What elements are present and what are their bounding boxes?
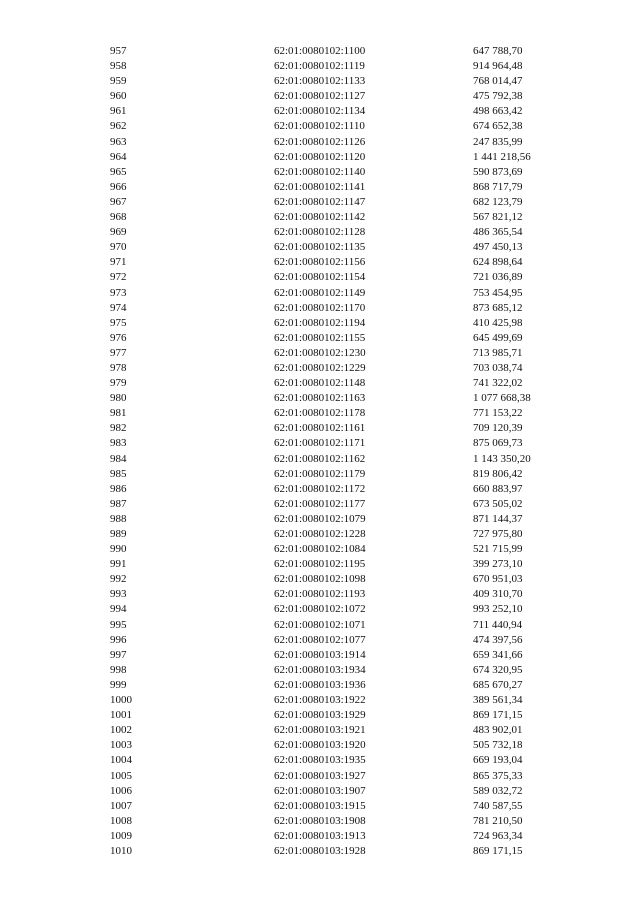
value-cell: 659 341,66 xyxy=(473,648,523,661)
table-row xyxy=(110,210,593,225)
cadastral-number-cell: 62:01:0080102:1172 xyxy=(274,482,366,495)
table-row xyxy=(110,452,593,467)
table-row xyxy=(110,44,593,59)
cadastral-number-cell: 62:01:0080103:1914 xyxy=(274,648,366,661)
table-row xyxy=(110,482,593,497)
cadastral-number-cell: 62:01:0080102:1155 xyxy=(274,331,366,344)
row-number-cell: 965 xyxy=(110,165,127,178)
table-row xyxy=(110,165,593,180)
cadastral-number-cell: 62:01:0080102:1134 xyxy=(274,105,366,118)
row-number-cell: 964 xyxy=(110,150,127,163)
table-row xyxy=(110,406,593,421)
row-number-cell: 979 xyxy=(110,377,127,390)
row-number-cell: 961 xyxy=(110,105,127,118)
table-row xyxy=(110,618,593,633)
value-cell: 709 120,39 xyxy=(473,422,523,435)
row-number-cell: 971 xyxy=(110,256,127,269)
cadastral-number-cell: 62:01:0080102:1156 xyxy=(274,256,366,269)
cadastral-number-cell: 62:01:0080102:1140 xyxy=(274,165,366,178)
value-cell: 703 038,74 xyxy=(473,361,523,374)
table-row xyxy=(110,844,593,859)
row-number-cell: 974 xyxy=(110,301,127,314)
table-row xyxy=(110,708,593,723)
cadastral-number-cell: 62:01:0080102:1154 xyxy=(274,271,366,284)
table-row xyxy=(110,421,593,436)
row-number-cell: 998 xyxy=(110,663,127,676)
table-row xyxy=(110,89,593,104)
table-row xyxy=(110,557,593,572)
table-row xyxy=(110,678,593,693)
row-number-cell: 994 xyxy=(110,603,127,616)
value-cell: 486 365,54 xyxy=(473,226,523,239)
table-row xyxy=(110,255,593,270)
cadastral-number-cell: 62:01:0080103:1928 xyxy=(274,844,366,857)
value-cell: 914 964,48 xyxy=(473,60,523,73)
row-number-cell: 993 xyxy=(110,588,127,601)
value-cell: 685 670,27 xyxy=(473,678,523,691)
table-row xyxy=(110,436,593,451)
value-cell: 589 032,72 xyxy=(473,784,523,797)
value-cell: 670 951,03 xyxy=(473,573,523,586)
cadastral-number-cell: 62:01:0080103:1934 xyxy=(274,663,366,676)
row-number-cell: 1004 xyxy=(110,754,132,767)
cadastral-number-cell: 62:01:0080102:1127 xyxy=(274,90,366,103)
table-row xyxy=(110,346,593,361)
value-cell: 741 322,02 xyxy=(473,377,523,390)
value-cell: 674 320,95 xyxy=(473,663,523,676)
value-cell: 399 273,10 xyxy=(473,558,523,571)
row-number-cell: 982 xyxy=(110,422,127,435)
row-number-cell: 1000 xyxy=(110,694,132,707)
value-cell: 768 014,47 xyxy=(473,75,523,88)
value-cell: 474 397,56 xyxy=(473,633,523,646)
value-cell: 483 902,01 xyxy=(473,724,523,737)
value-cell: 673 505,02 xyxy=(473,497,523,510)
value-cell: 1 441 218,56 xyxy=(473,150,531,163)
table-row xyxy=(110,104,593,119)
value-cell: 993 252,10 xyxy=(473,603,523,616)
value-cell: 498 663,42 xyxy=(473,105,523,118)
value-cell: 682 123,79 xyxy=(473,195,523,208)
row-number-cell: 996 xyxy=(110,633,127,646)
table-row xyxy=(110,527,593,542)
table-row xyxy=(110,59,593,74)
value-cell: 721 036,89 xyxy=(473,271,523,284)
cadastral-number-cell: 62:01:0080103:1935 xyxy=(274,754,366,767)
row-number-cell: 1006 xyxy=(110,784,132,797)
table-row xyxy=(110,738,593,753)
row-number-cell: 980 xyxy=(110,392,127,405)
value-cell: 410 425,98 xyxy=(473,316,523,329)
table-row xyxy=(110,542,593,557)
cadastral-number-cell: 62:01:0080102:1120 xyxy=(274,150,366,163)
table-row xyxy=(110,829,593,844)
table-row xyxy=(110,648,593,663)
cadastral-number-cell: 62:01:0080102:1230 xyxy=(274,346,366,359)
row-number-cell: 990 xyxy=(110,543,127,556)
table-row xyxy=(110,150,593,165)
value-cell: 660 883,97 xyxy=(473,482,523,495)
table-row xyxy=(110,663,593,678)
table-row xyxy=(110,769,593,784)
cadastral-number-cell: 62:01:0080102:1072 xyxy=(274,603,366,616)
value-cell: 771 153,22 xyxy=(473,407,523,420)
value-cell: 505 732,18 xyxy=(473,739,523,752)
row-number-cell: 1008 xyxy=(110,814,132,827)
value-cell: 567 821,12 xyxy=(473,211,523,224)
value-cell: 869 171,15 xyxy=(473,844,523,857)
value-cell: 647 788,70 xyxy=(473,45,523,57)
row-number-cell: 991 xyxy=(110,558,127,571)
row-number-cell: 984 xyxy=(110,452,127,465)
data-table xyxy=(110,44,593,859)
cadastral-number-cell: 62:01:0080102:1147 xyxy=(274,195,366,208)
table-row xyxy=(110,753,593,768)
table-row xyxy=(110,240,593,255)
value-cell: 868 717,79 xyxy=(473,180,523,193)
row-number-cell: 1001 xyxy=(110,709,132,722)
value-cell: 873 685,12 xyxy=(473,301,523,314)
table-row xyxy=(110,135,593,150)
table-row xyxy=(110,301,593,316)
table-row xyxy=(110,316,593,331)
value-cell: 711 440,94 xyxy=(473,618,523,631)
value-cell: 669 193,04 xyxy=(473,754,523,767)
table-row xyxy=(110,633,593,648)
row-number-cell: 1010 xyxy=(110,844,132,857)
table-row xyxy=(110,693,593,708)
row-number-cell: 967 xyxy=(110,195,127,208)
value-cell: 645 499,69 xyxy=(473,331,523,344)
cadastral-number-cell: 62:01:0080102:1194 xyxy=(274,316,366,329)
value-cell: 674 652,38 xyxy=(473,120,523,133)
cadastral-number-cell: 62:01:0080102:1071 xyxy=(274,618,366,631)
cadastral-number-cell: 62:01:0080102:1161 xyxy=(274,422,366,435)
cadastral-number-cell: 62:01:0080102:1133 xyxy=(274,75,366,88)
table-row xyxy=(110,799,593,814)
row-number-cell: 966 xyxy=(110,180,127,193)
row-number-cell: 1002 xyxy=(110,724,132,737)
cadastral-number-cell: 62:01:0080102:1148 xyxy=(274,377,366,390)
row-number-cell: 968 xyxy=(110,211,127,224)
value-cell: 724 963,34 xyxy=(473,829,523,842)
table-row xyxy=(110,195,593,210)
table-row xyxy=(110,180,593,195)
row-number-cell: 1003 xyxy=(110,739,132,752)
row-number-cell: 960 xyxy=(110,90,127,103)
value-cell: 590 873,69 xyxy=(473,165,523,178)
cadastral-number-cell: 62:01:0080102:1170 xyxy=(274,301,366,314)
cadastral-number-cell: 62:01:0080102:1229 xyxy=(274,361,366,374)
table-row xyxy=(110,572,593,587)
table-row xyxy=(110,270,593,285)
cadastral-number-cell: 62:01:0080102:1126 xyxy=(274,135,366,148)
cadastral-number-cell: 62:01:0080102:1100 xyxy=(274,45,366,57)
cadastral-number-cell: 62:01:0080103:1913 xyxy=(274,829,366,842)
row-number-cell: 992 xyxy=(110,573,127,586)
cadastral-number-cell: 62:01:0080103:1920 xyxy=(274,739,366,752)
cadastral-number-cell: 62:01:0080102:1149 xyxy=(274,286,366,299)
table-row xyxy=(110,497,593,512)
value-cell: 521 715,99 xyxy=(473,543,523,556)
value-cell: 871 144,37 xyxy=(473,512,523,525)
cadastral-number-cell: 62:01:0080103:1927 xyxy=(274,769,366,782)
cadastral-number-cell: 62:01:0080102:1179 xyxy=(274,467,366,480)
table-row xyxy=(110,784,593,799)
table-row xyxy=(110,587,593,602)
cadastral-number-cell: 62:01:0080103:1907 xyxy=(274,784,366,797)
cadastral-number-cell: 62:01:0080102:1084 xyxy=(274,543,366,556)
row-number-cell: 970 xyxy=(110,241,127,254)
row-number-cell: 988 xyxy=(110,512,127,525)
cadastral-number-cell: 62:01:0080102:1098 xyxy=(274,573,366,586)
row-number-cell: 958 xyxy=(110,60,127,73)
value-cell: 875 069,73 xyxy=(473,437,523,450)
row-number-cell: 995 xyxy=(110,618,127,631)
row-number-cell: 997 xyxy=(110,648,127,661)
cadastral-number-cell: 62:01:0080103:1915 xyxy=(274,799,366,812)
value-cell: 819 806,42 xyxy=(473,467,523,480)
value-cell: 740 587,55 xyxy=(473,799,523,812)
value-cell: 497 450,13 xyxy=(473,241,523,254)
cadastral-number-cell: 62:01:0080102:1110 xyxy=(274,120,365,133)
table-row xyxy=(110,467,593,482)
table-row xyxy=(110,814,593,829)
row-number-cell: 975 xyxy=(110,316,127,329)
cadastral-number-cell: 62:01:0080102:1171 xyxy=(274,437,366,450)
table-row xyxy=(110,512,593,527)
value-cell: 624 898,64 xyxy=(473,256,523,269)
row-number-cell: 987 xyxy=(110,497,127,510)
cadastral-number-cell: 62:01:0080102:1177 xyxy=(274,497,366,510)
table-row xyxy=(110,602,593,617)
cadastral-number-cell: 62:01:0080102:1178 xyxy=(274,407,366,420)
value-cell: 475 792,38 xyxy=(473,90,523,103)
row-number-cell: 1009 xyxy=(110,829,132,842)
row-number-cell: 985 xyxy=(110,467,127,480)
value-cell: 865 375,33 xyxy=(473,769,523,782)
table-row xyxy=(110,286,593,301)
value-cell: 409 310,70 xyxy=(473,588,523,601)
table-row xyxy=(110,74,593,89)
value-cell: 389 561,34 xyxy=(473,694,523,707)
row-number-cell: 973 xyxy=(110,286,127,299)
table-row xyxy=(110,331,593,346)
cadastral-number-cell: 62:01:0080102:1228 xyxy=(274,528,366,540)
table-row xyxy=(110,376,593,391)
row-number-cell: 983 xyxy=(110,437,127,450)
value-cell: 1 077 668,38 xyxy=(473,392,531,405)
cadastral-number-cell: 62:01:0080102:1079 xyxy=(274,512,366,525)
value-cell: 869 171,15 xyxy=(473,709,523,722)
row-number-cell: 989 xyxy=(110,528,127,540)
cadastral-number-cell: 62:01:0080102:1135 xyxy=(274,241,366,254)
cadastral-number-cell: 62:01:0080102:1119 xyxy=(274,60,365,73)
row-number-cell: 978 xyxy=(110,361,127,374)
table-row xyxy=(110,361,593,376)
cadastral-number-cell: 62:01:0080102:1193 xyxy=(274,588,366,601)
cadastral-number-cell: 62:01:0080103:1922 xyxy=(274,694,366,707)
value-cell: 727 975,80 xyxy=(473,528,523,540)
table-row xyxy=(110,225,593,240)
cadastral-number-cell: 62:01:0080102:1195 xyxy=(274,558,366,571)
table-row xyxy=(110,119,593,134)
cadastral-number-cell: 62:01:0080103:1908 xyxy=(274,814,366,827)
cadastral-number-cell: 62:01:0080103:1936 xyxy=(274,678,366,691)
row-number-cell: 969 xyxy=(110,226,127,239)
row-number-cell: 1005 xyxy=(110,769,132,782)
cadastral-number-cell: 62:01:0080103:1929 xyxy=(274,709,366,722)
cadastral-number-cell: 62:01:0080102:1141 xyxy=(274,180,366,193)
row-number-cell: 963 xyxy=(110,135,127,148)
value-cell: 1 143 350,20 xyxy=(473,452,531,465)
value-cell: 247 835,99 xyxy=(473,135,523,148)
row-number-cell: 962 xyxy=(110,120,127,133)
table-row xyxy=(110,723,593,738)
value-cell: 781 210,50 xyxy=(473,814,523,827)
cadastral-number-cell: 62:01:0080102:1142 xyxy=(274,211,366,224)
cadastral-number-cell: 62:01:0080102:1163 xyxy=(274,392,366,405)
row-number-cell: 957 xyxy=(110,45,127,57)
row-number-cell: 981 xyxy=(110,407,127,420)
cadastral-number-cell: 62:01:0080102:1162 xyxy=(274,452,366,465)
row-number-cell: 959 xyxy=(110,75,127,88)
row-number-cell: 972 xyxy=(110,271,127,284)
row-number-cell: 1007 xyxy=(110,799,132,812)
row-number-cell: 986 xyxy=(110,482,127,495)
table-row xyxy=(110,391,593,406)
value-cell: 713 985,71 xyxy=(473,346,523,359)
row-number-cell: 976 xyxy=(110,331,127,344)
cadastral-number-cell: 62:01:0080102:1077 xyxy=(274,633,366,646)
row-number-cell: 999 xyxy=(110,678,127,691)
value-cell: 753 454,95 xyxy=(473,286,523,299)
cadastral-number-cell: 62:01:0080103:1921 xyxy=(274,724,366,737)
cadastral-number-cell: 62:01:0080102:1128 xyxy=(274,226,366,239)
row-number-cell: 977 xyxy=(110,346,127,359)
